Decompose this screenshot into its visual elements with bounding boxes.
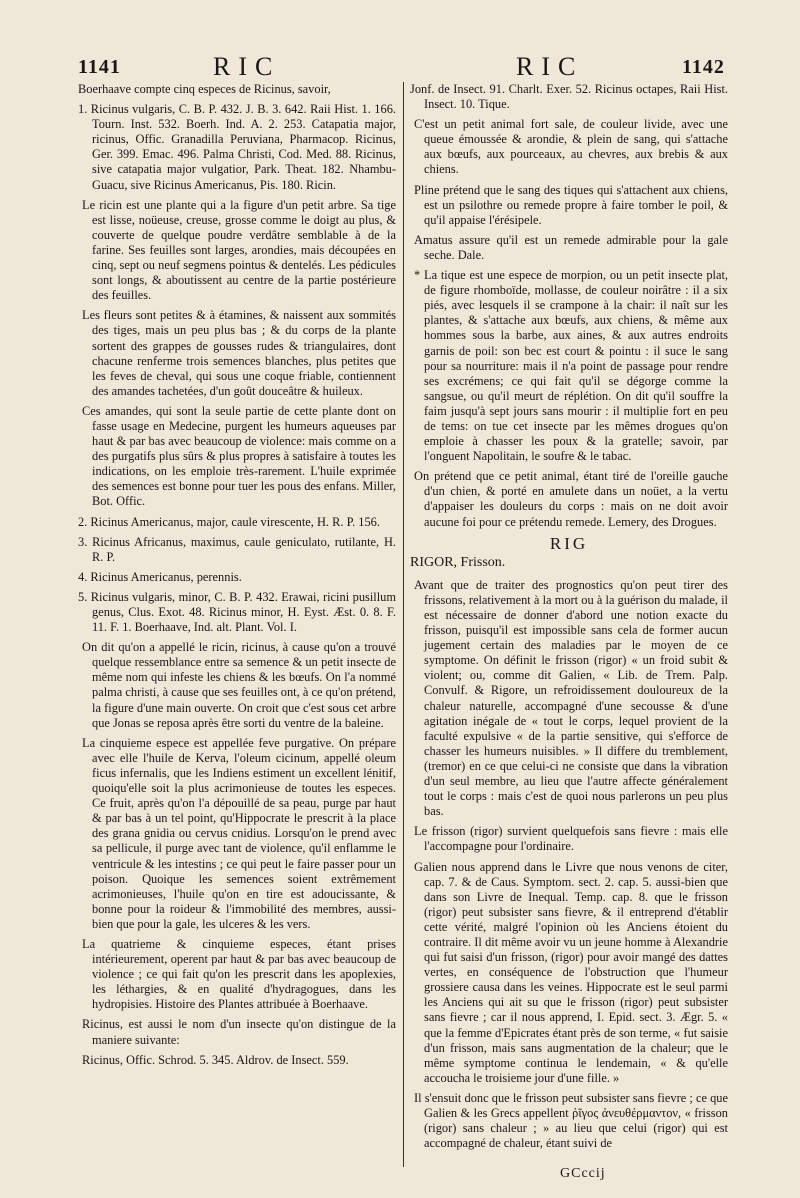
almonds-paragraph: Ces amandes, qui sont la seule partie de cette plante dont on fasse usage en Medecine, purgent les humeurs aqueuses par haut & par bas avec beaucoup de violence: mais comme on a des purgatifs plus sûrs & plus propres à satisfaire à toutes les indications, on les emploie très-rarement. L'huile exprimée des semences est bonne pour tuer les pous des enfans. Miller, Bot. Offic.: [82, 403, 396, 509]
amulet-paragraph: On prétend que ce petit animal, étant tiré de l'oreille gauche d'un chien, & porté en amulete dans un noüet, a la vertu d'appaiser les douleurs du corps : mais on ne doit avoir aucune foi pour ce prétendu remede. Lemery, des Drogues.: [414, 469, 728, 529]
column-divider: [403, 82, 404, 1167]
species-2-paragraph: 2. Ricinus Americanus, major, caule virescente, H. R. P. 156.: [78, 514, 380, 529]
page-header: [78, 52, 728, 82]
ricinus-insect-paragraph: Ricinus, est aussi le nom d'un insecte qu'on distingue de la maniere suivante:: [82, 1017, 396, 1047]
insect-references-paragraph: Jonf. de Insect. 91. Charlt. Exer. 52. Ricinus octapes, Raii Hist. Insect. 10. Tique.: [410, 82, 728, 112]
species-3-paragraph: 3. Ricinus Africanus, maximus, caule geniculato, rutilante, H. R. P.: [78, 534, 396, 564]
left-page-number: 1141: [78, 56, 121, 78]
species-5-paragraph: 5. Ricinus vulgaris, minor, C. B. P. 432. Erawai, ricini pusillum genus, Clus. Exot. 48. Ricinus minor, H. Eyst. Æst. 0. 8. F. 11. F. 1. Boerhaave, Ind. alt. Plant. Vol. I.: [78, 589, 396, 635]
species-1-paragraph: 1. Ricinus vulgaris, C. B. P. 432. J. B. 3. 642. Raii Hist. 1. 166. Tourn. Inst. 532. Boerh. Ind. A. 2. 253. Catapatia major, ricinus, Offic. Granadilla Peruviana, Pharmacop. Ricinus, Ger. 399. Emac. 496. Palma Christi, Cod. Med. 88. Ricinus, sive catapatia major vulgatior, Park. Theat. 182. Nhambu-Guacu, sive Ricinus Americanus, Pis. 180. Ricin.: [78, 102, 396, 192]
pliny-paragraph: Pline prétend que le sang des tiques qui s'attachent aux chiens, est un psilothre ou remede propre à faire tomber le poil, & qu'il appaise l'érésipele.: [414, 182, 728, 227]
left-column: [78, 82, 396, 1073]
right-column: [410, 82, 728, 1156]
conclusion-paragraph: Il s'ensuit donc que le frisson peut subsister sans fievre ; ce que Galien & les Grecs appellent ῥῖγος ἀνευθέρμαντον, « frisson (rigor) sans chaleur ; » au lieu que celui (rigor) qui est accompagné de chaleur, étant suivi de: [414, 1090, 728, 1151]
entry-heading: RIGOR, Frisson.: [410, 554, 506, 570]
fourth-fifth-species-paragraph: La quatrieme & cinquieme especes, étant prises intérieurement, operent par haut & par bas avec beaucoup de violence ; ce qui fait qu'on les prescrit dans les apoplexies, les léthargies, & en qualité d'hydragogues, dans les hydropisies. Histoire des Plantes attribuée à Boerhaave.: [82, 936, 396, 1012]
tick-details-paragraph: * La tique est une espece de morpion, ou un petit insecte plat, de figure rhomboïde, mollasse, de couleur noirâtre : il a six piés, avec lesquels il se crampone à la chair: il naît sur les plantes, & s'attache aux bœufs, aux chiens, & même aux hommes sous la barbe, aux aines, & aux autres endroits garnis de poil: son bec est court & pointu : il suce le sang pour sa nourriture: mais il n'a point de passage pour rendre ses excrémens; ce qui fait qu'il se dégorge comme la sangsue, ou qu'il meurt de réplétion. On dit qu'il souffre la faim jusqu'à sept jours sans mourir : il multiplie fort en peu de tems: on tue cet insecte par les mêmes drogues qu'on emploie à chasser les poux & la gratelle; savoir, par l'onguent Napolitain, le soufre & le tabac.: [414, 268, 728, 464]
ricinus-reference-paragraph: Ricinus, Offic. Schrod. 5. 345. Aldrov. de Insect. 559.: [82, 1052, 349, 1067]
ricin-description-paragraph: Le ricin est une plante qui a la figure d'un petit arbre. Sa tige est lisse, noüeuse, creuse, grosse comme le doigt au plus, & couverte de quelque poudre verdâtre semblable à de la farine. Ses feuilles sont larges, arondies, mais découpées en cinq, sept ou neuf segmens pointus & dentelés. Les pédicules sont longs, & aboutissent au centre de la partie postérieure des feuilles.: [82, 197, 396, 303]
tick-description-paragraph: C'est un petit animal fort sale, de couleur livide, avec une queue émoussée & arondie, & plein de sang, qui s'attache aux bœufs, aux pourceaux, au chevres, aux brebis & aux chiens.: [414, 117, 728, 177]
amatus-paragraph: Amatus assure qu'il est un remede admirable pour la gale seche. Dale.: [414, 232, 728, 262]
section-heading: RIG: [549, 533, 589, 553]
right-running-head: RIC: [516, 52, 584, 81]
name-origin-paragraph: On dit qu'on a appellé le ricin, ricinus, à cause qu'on a trouvé quelque ressemblance entre sa semence & un petit insecte de même nom qui infeste les chiens & les bœufs. On l'a nommé palma christi, à cause que ses feuilles ont, à ce qu'on prétend, la figure d'une main ouverte. On croit que c'est sous cet arbre que Jonas se reposa après être sorti du ventre de la baleine.: [82, 640, 396, 730]
right-page-number: 1142: [682, 56, 725, 78]
species-4-paragraph: 4. Ricinus Americanus, perennis.: [78, 569, 242, 584]
rigor-definition-paragraph: Avant que de traiter des prognostics qu'on peut tirer des frissons, relativement à la mort ou à la guérison du malade, il est nécessaire de donner d'abord une notion exacte du frisson, puisqu'il est impossible sans cela de former aucun jugement certain des maladies par le moyen de ce symptome. On définit le frisson (rigor) « un froid subit & violent; ou, comme dit Galien, « Lib. de Trem. Palp. Convulf. & Rigore, un refroidissement douloureux de la chaleur naturelle, accompagné d'une secousse & d'une agitation inégale de « tout le corps, lequel provient de la faculté expulsive « de la partie sensitive, qui s'efforce de chasser les humeurs nuisibles. » Il differe du tremblement, (tremor) en ce que celui-ci ne consiste que dans la vibration d'un seul membre, au lieu que l'autre affecte généralement tout le corps : mais c'est de quoi nous parlerons un peu plus bas.: [414, 577, 728, 819]
left-running-head: RIC: [213, 52, 281, 81]
rigor-fever-paragraph: Le frisson (rigor) survient quelquefois sans fievre : mais elle l'accompagne pour l'ordinaire.: [414, 824, 728, 854]
intro-paragraph: Boerhaave compte cinq especes de Ricinus, savoir,: [78, 82, 331, 96]
galen-paragraph: Galien nous apprend dans le Livre que nous venons de citer, cap. 7. & de Caus. Symptom. sect. 2. cap. 5. aussi-bien que dans son Livre de Inequal. Temp. cap. 8. que le frisson (rigor) peut subsister sans fievre, & il entreprend d'établir cette vérité, malgré l'opinion où les Anciens étoient du contraire. Il dit même avoir vu un jeune homme à Alexandrie qui fut saisi d'un frisson, (rigor) pour avoir mangé des dattes vertes, en conséquence de l'obstruction que l'humeur grossiere causa dans les veines. Hippocrate est le seul parmi les Anciens qui ait su que le frisson (rigor) peut subsister sans fievre ; car il nous apprend, I. Epid. sect. 3. Ægr. 5. « que la femme d'Epicrates étant près de son terme, « fut saisie d'un frisson, mais sans augmentation de la chaleur; que le même symptome continua le lendemain, « & qu'elle accoucha le troisieme jour d'une fille. »: [414, 859, 728, 1085]
signature-mark: GCccij: [560, 1166, 606, 1181]
flowers-paragraph: Les fleurs sont petites & à étamines, & naissent aux sommités des tiges, mais un peu plus bas ; & du corps de la plante sortent des grappes de gousses rudes & triangulaires, dont chacune renferme trois semences blanches, plus petites que les feves de cheval, qui sous une coque friable, contiennent des amandes tachetées, d'un goût douceâtre & huileux.: [82, 308, 396, 398]
fifth-species-paragraph: La cinquieme espece est appellée feve purgative. On prépare avec elle l'huile de Kerva, l'oleum cicinum, appellé oleum ficus infernalis, que les Indiens estiment un excellent lénitif, quoiqu'elle soit la plus acrimonieuse de toutes les especes. Ce fruit, après qu'on l'a dépouillé de sa peau, purge par haut & par bas à un tel point, qu'Hippocrate le prescrit à la place des grana gnidia ou cervus cnidius. Lorsqu'on le prend avec sa pellicule, il purge avec tant de violence, qu'il enflamme le ventricule & les intestins ; ce qui peut le faire passer pour un poison. Quoique les semences soient extrêmement acrimonieuses, l'huile qu'on en tire est adoucissante, & bonne pour la roideur & l'immobilité des membres, aussi-bien que pour la gale, les ulceres & les vers.: [82, 735, 396, 931]
